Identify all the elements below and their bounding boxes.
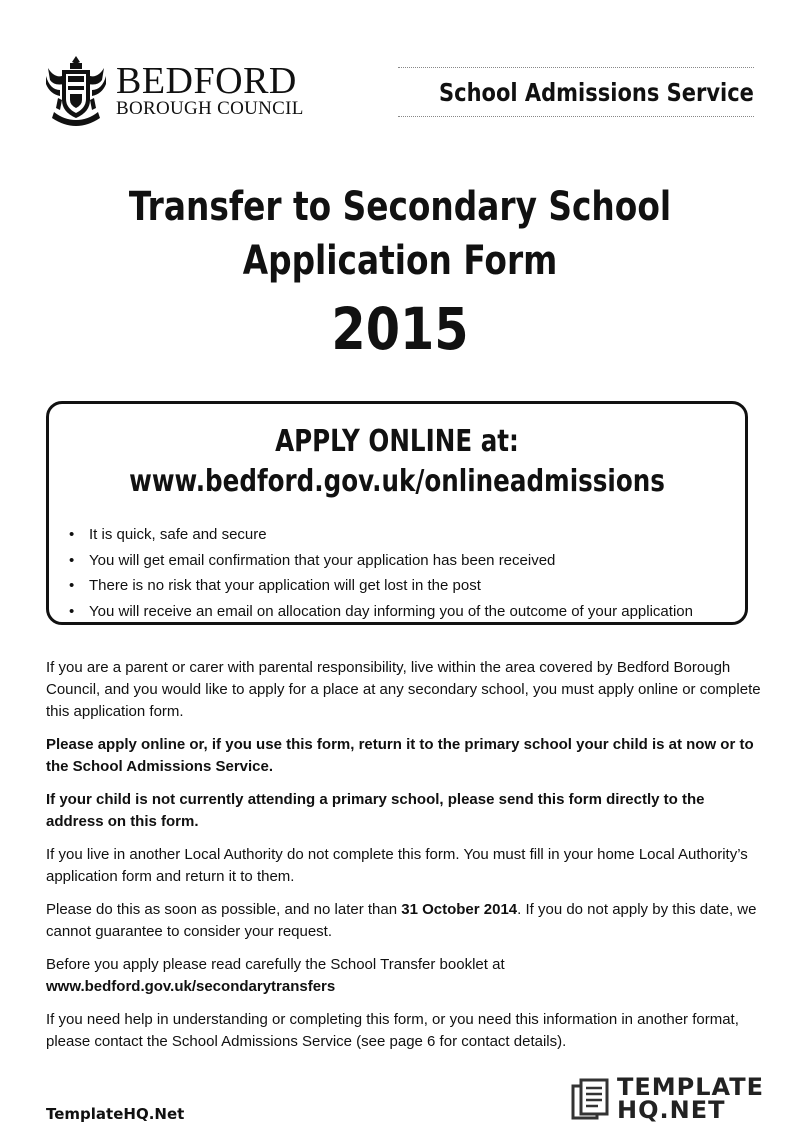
title-year: 2015	[331, 295, 469, 363]
list-item: • There is no risk that your application will get lost in the post	[67, 573, 745, 599]
document-stack-icon	[571, 1078, 611, 1122]
benefits-list	[49, 522, 745, 624]
list-item: • You will receive an email on allocation day informing you of the outcome of your application	[67, 599, 745, 625]
council-name	[116, 60, 304, 120]
booklet-link[interactable]: www.bedford.gov.uk/secondarytransfers	[46, 978, 336, 995]
paragraph-eligibility: If you are a parent or carer with parental responsibility, live within the area covered by Bedford Borough Council, and you would like to apply for a place at any secondary school, you must apply online or complete this application form.	[46, 659, 761, 720]
council-name-line2: BOROUGH COUNCIL	[116, 98, 304, 119]
page-header	[0, 0, 800, 140]
council-name-line1: BEDFORD	[116, 60, 297, 102]
footer-logo	[571, 1073, 765, 1124]
deadline-text-after: . If you do not apply by this date, we cannot guarantee to consider your request.	[46, 901, 757, 940]
footer-logo-line1: TEMPLATE	[617, 1073, 765, 1101]
paragraph-return-instructions: Please apply online or, if you use this form, return it to the primary school your child is at now or to the School Admissions Service.	[46, 736, 754, 775]
paragraph-booklet	[46, 954, 762, 998]
list-item: • It is quick, safe and secure	[67, 522, 745, 548]
apply-online-url[interactable]: www.bedford.gov.uk/onlineadmissions	[129, 464, 665, 499]
paragraph-help: If you need help in understanding or completing this form, or you need this information in another format, please contact the School Admissions Service (see page 6 for contact details).	[46, 1011, 739, 1050]
footer-logo-line2: HQ.NET	[617, 1096, 726, 1124]
service-title: School Admissions Service	[439, 77, 754, 107]
document-title	[0, 180, 800, 370]
paragraph-other-authority: If you live in another Local Authority do not complete this form. You must fill in your home Local Authority’s application form and return it to them.	[46, 846, 748, 885]
title-line1: Transfer to Secondary School	[128, 184, 672, 230]
footer-logo-text	[617, 1073, 765, 1124]
list-item: • You will get email confirmation that your application has been received	[67, 548, 745, 574]
body-text	[46, 657, 762, 1064]
footer-watermark-text: TemplateHQ.Net	[46, 1105, 185, 1123]
title-line2: Application Form	[242, 238, 558, 284]
coat-of-arms-icon	[44, 54, 108, 128]
deadline-text-before: Please do this as soon as possible, and no later than	[46, 901, 402, 918]
booklet-text: Before you apply please read carefully the School Transfer booklet at	[46, 956, 505, 973]
apply-online-box	[46, 401, 748, 625]
paragraph-deadline	[46, 899, 762, 943]
service-banner	[398, 67, 754, 117]
apply-online-label: APPLY ONLINE at:	[275, 424, 519, 459]
apply-online-heading	[49, 422, 745, 502]
paragraph-not-attending: If your child is not currently attending a primary school, please send this form directly to the address on this form.	[46, 791, 705, 830]
deadline-date: 31 October 2014	[401, 901, 518, 918]
